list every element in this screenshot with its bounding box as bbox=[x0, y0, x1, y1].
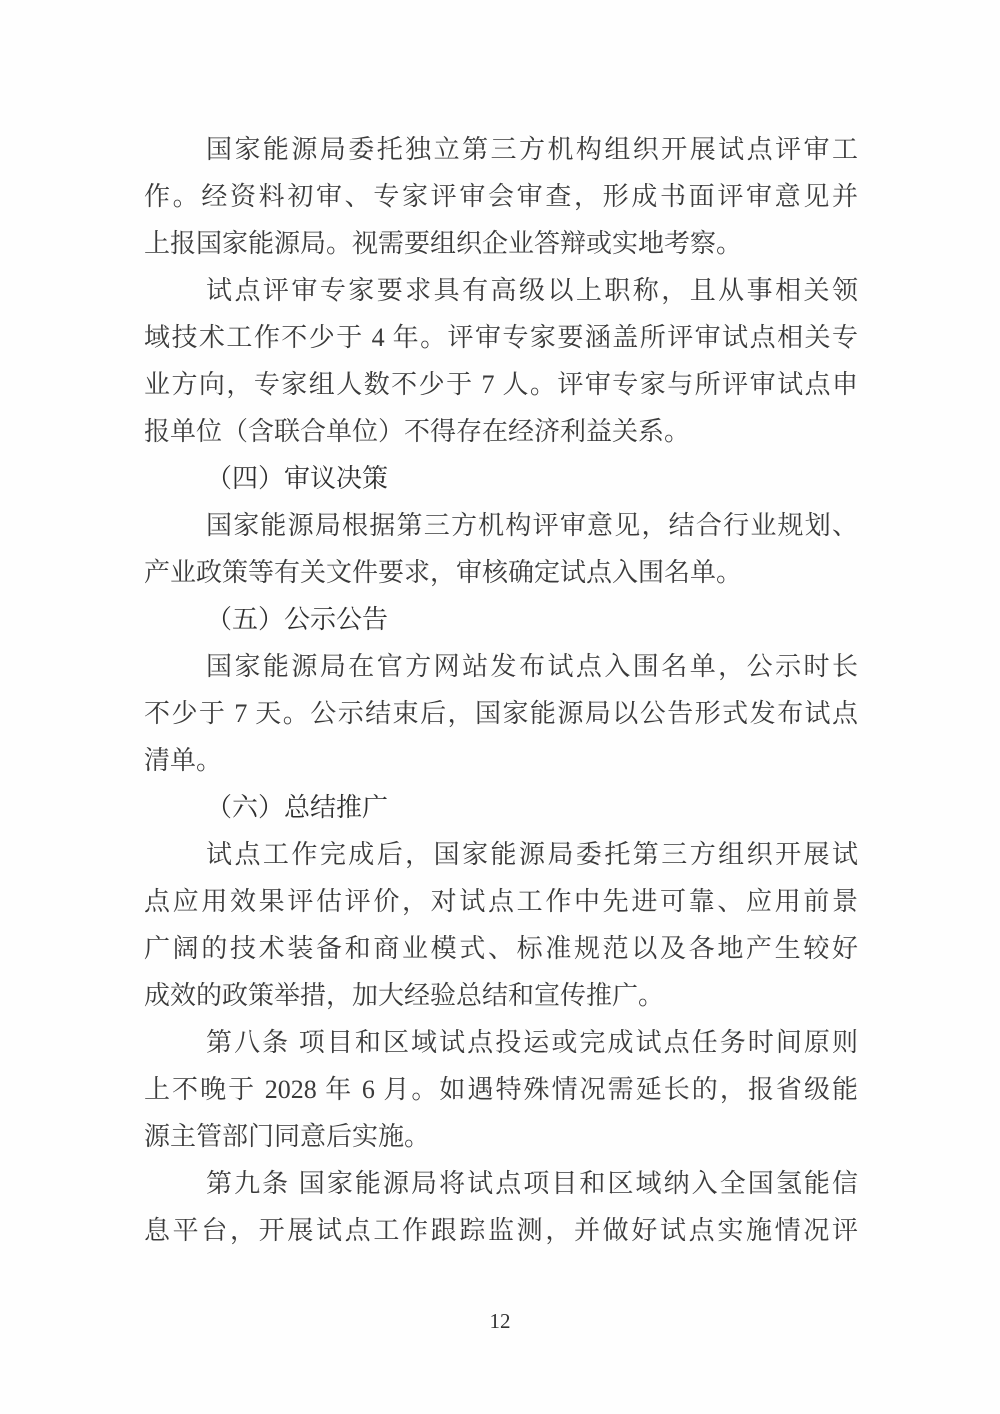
paragraph-line: 源主管部门同意后实施。 bbox=[144, 1122, 431, 1151]
paragraph-line: 上不晚于 2028 年 6 月。如遇特殊情况需延长的，报省级能 bbox=[144, 1075, 858, 1104]
article-8-line: 第八条 项目和区域试点投运或完成试点任务时间原则 bbox=[206, 1028, 858, 1057]
section-heading-6: （六）总结推广 bbox=[206, 793, 389, 822]
paragraph-line: 国家能源局委托独立第三方机构组织开展试点评审工 bbox=[206, 135, 858, 164]
paragraph-line: 试点工作完成后，国家能源局委托第三方组织开展试 bbox=[206, 840, 858, 869]
paragraph-line: 国家能源局根据第三方机构评审意见，结合行业规划、 bbox=[206, 511, 858, 540]
page-number: 12 bbox=[489, 1309, 511, 1333]
paragraph-line: 试点评审专家要求具有高级以上职称，且从事相关领 bbox=[206, 276, 858, 305]
paragraph-line: 报单位（含联合单位）不得存在经济利益关系。 bbox=[144, 417, 691, 446]
paragraph-line: 广阔的技术装备和商业模式、标准规范以及各地产生较好 bbox=[144, 934, 858, 963]
article-9-line: 第九条 国家能源局将试点项目和区域纳入全国氢能信 bbox=[206, 1169, 858, 1198]
paragraph-line: 国家能源局在官方网站发布试点入围名单，公示时长 bbox=[206, 652, 858, 681]
section-heading-4: （四）审议决策 bbox=[206, 464, 389, 493]
paragraph-line: 成效的政策举措，加大经验总结和宣传推广。 bbox=[144, 981, 665, 1010]
paragraph-line: 息平台，开展试点工作跟踪监测，并做好试点实施情况评 bbox=[144, 1216, 858, 1245]
paragraph-line: 业方向，专家组人数不少于 7 人。评审专家与所评审试点申 bbox=[144, 370, 858, 399]
paragraph-line: 产业政策等有关文件要求，审核确定试点入围名单。 bbox=[144, 558, 743, 587]
section-heading-5: （五）公示公告 bbox=[206, 605, 389, 634]
paragraph-line: 上报国家能源局。视需要组织企业答辩或实地考察。 bbox=[144, 229, 743, 258]
document-body bbox=[144, 126, 858, 1254]
paragraph-line: 不少于 7 天。公示结束后，国家能源局以公告形式发布试点 bbox=[144, 699, 858, 728]
paragraph-line: 域技术工作不少于 4 年。评审专家要涵盖所评审试点相关专 bbox=[144, 323, 858, 352]
paragraph-line: 点应用效果评估评价，对试点工作中先进可靠、应用前景 bbox=[144, 887, 858, 916]
paragraph-line: 作。经资料初审、专家评审会审查，形成书面评审意见并 bbox=[144, 182, 858, 211]
paragraph-line: 清单。 bbox=[144, 746, 223, 775]
